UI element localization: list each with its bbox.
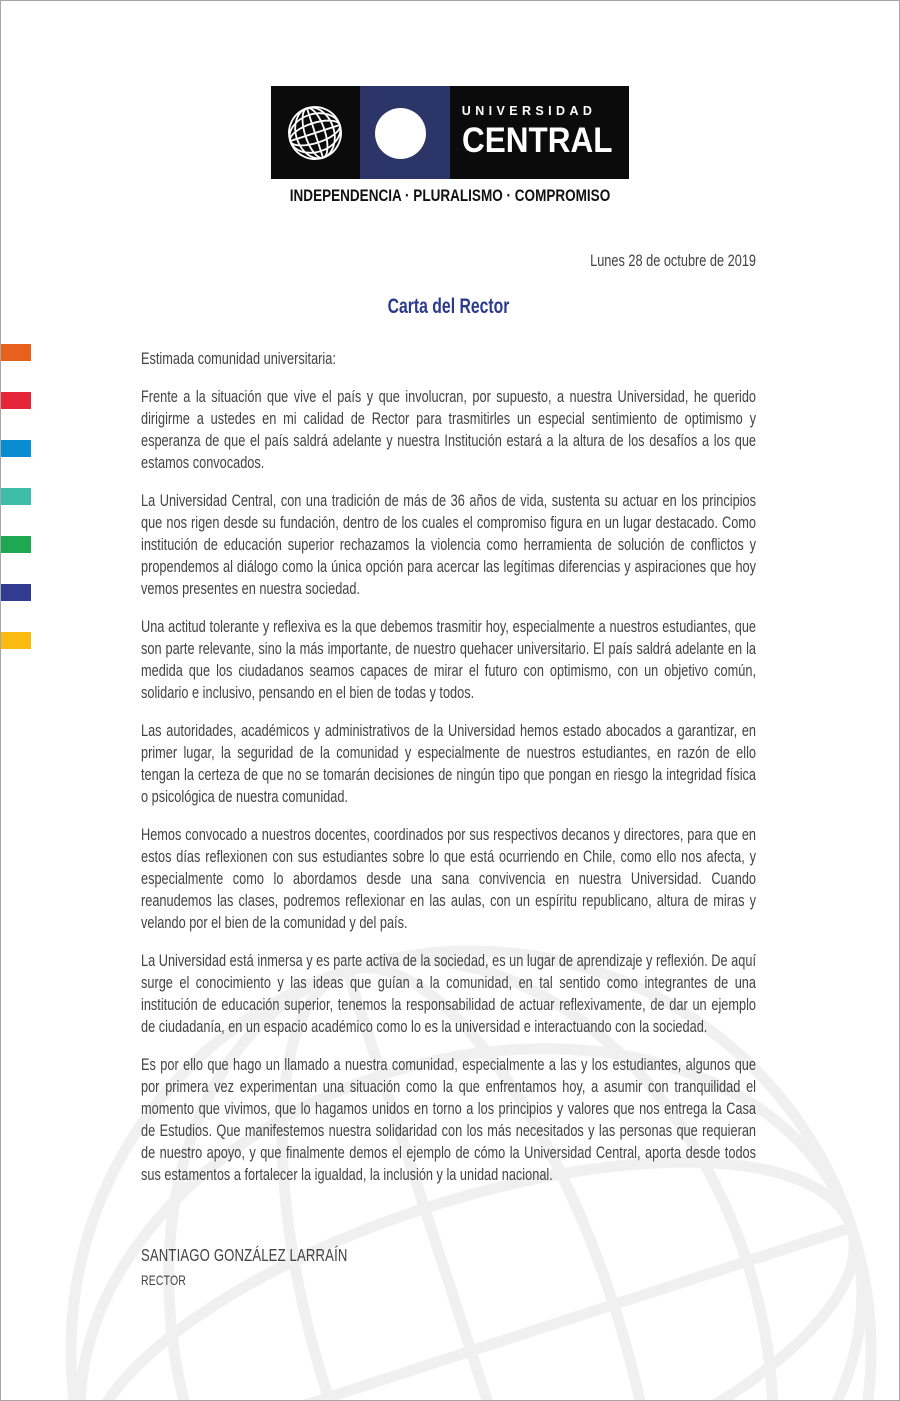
letter-date: Lunes 28 de octubre de 2019 — [590, 251, 756, 270]
brand-tagline: INDEPENDENCIA · PLURALISMO · COMPROMISO — [289, 187, 611, 205]
paragraph-7: Es por ello que hago un llamado a nuestra comunidad, especialmente a las y los estudiantes, algunos que por primera vez experimentan una situación como la que enfrentamos hoy, a asumir con tranquilidad el momento que vivimos, que lo hagamos unidos en torno a los principios y valores que nos entrega la Casa de Estudios. Que manifestemos nuestra solidaridad con los más necesitados y las personas que requieran de nuestro apoyo, y que finalmente demos el ejemplo de cómo la Universidad Central, aporta desde todos sus estamentos a fortalecer la igualdad, la inclusión y la unidad nacional. — [141, 1055, 756, 1184]
signature-block — [141, 1244, 756, 1291]
globe-icon — [281, 99, 349, 167]
paragraph-1: Frente a la situación que vive el país y que involucran, por supuesto, a nuestra Universidad, he querido dirigirme a ustedes en mi calidad de Rector para trasmitirles un especial sentimiento de optimismo y esperanza de que el país saldrá adelante y nuestra Institución estará a la altura de los desafíos a los que estamos convocados. — [141, 387, 756, 472]
letter-content — [141, 250, 756, 1291]
signature-name: SANTIAGO GONZÁLEZ LARRAÍN — [141, 1245, 348, 1265]
accent-bar-teal — [1, 488, 31, 505]
paragraph-4: Las autoridades, académicos y administrativos de la Universidad hemos estado abocados a garantizar, en primer lugar, la seguridad de la comunidad y especialmente de nuestros estudiantes, en razón de ello tengan la certeza de que no se tomarán decisiones de ningún tipo que pongan en riesgo la integridad física o psicológica de nuestra comunidad. — [141, 721, 756, 806]
logo-name-panel — [450, 86, 629, 179]
letterhead — [1, 86, 899, 206]
accent-bar-orange — [1, 344, 31, 361]
accent-bar-blue — [1, 440, 31, 457]
logo-globe-panel — [271, 86, 360, 179]
accent-bar-navy — [1, 584, 31, 601]
brand-name-bottom: CENTRAL — [461, 120, 613, 160]
paragraph-6: La Universidad está inmersa y es parte activa de la sociedad, es un lugar de aprendizaje y reflexión. De aquí surge el conocimiento y las ideas que guían a la comunidad, en tal sentido como integrantes de una institución de educación superior, tenemos la responsabilidad de actuar reflexivamente, de dar un ejemplo de ciudadanía, en un espacio académico como lo es la universidad e interactuando con la sociedad. — [141, 951, 756, 1036]
paragraph-2: La Universidad Central, con una tradición de más de 36 años de vida, sustenta su actuar en los principios que nos rigen desde su fundación, dentro de los cuales el compromiso figura en un lugar destacado. Como institución de educación superior rechazamos la violencia como herramienta de solución de conflictos y propendemos al diálogo como la única opción para acercar las legítimas diferencias y aspiraciones que hoy vemos presentes en nuestra sociedad. — [141, 491, 756, 598]
logo-circle-panel — [360, 86, 450, 179]
signature-role: RECTOR — [141, 1272, 187, 1288]
accent-bar-yellow — [1, 632, 31, 649]
brand-name-top: UNIVERSIDAD — [461, 104, 597, 118]
accent-bar-green — [1, 536, 31, 553]
university-logo — [271, 86, 629, 179]
salutation: Estimada comunidad universitaria: — [141, 349, 336, 368]
accent-bar-red — [1, 392, 31, 409]
letter-title: Carta del Rector — [387, 295, 510, 318]
side-accent-bars — [1, 344, 31, 680]
paragraph-5: Hemos convocado a nuestros docentes, coordinados por sus respectivos decanos y directores, para que en estos días reflexionen con sus estudiantes sobre lo que está ocurriendo en Chile, como ello nos afecta, y especialmente como lo abordamos desde una sana convivencia en nuestra Universidad. Cuando reanudemos las clases, podremos reflexionar en las aulas, con un espíritu republicano, altura de miras y velando por el bien de la comunidad y del país. — [141, 825, 756, 932]
paragraph-3: Una actitud tolerante y reflexiva es la que debemos trasmitir hoy, especialmente a nuestros estudiantes, que son parte relevante, sino la más importante, de nuestro quehacer universitario. El país saldrá adelante en la medida que los ciudadanos seamos capaces de mirar el futuro con optimismo, con un objetivo común, solidario e inclusivo, pensando en el bien de todas y todos. — [141, 617, 756, 702]
circle-icon — [375, 108, 426, 159]
